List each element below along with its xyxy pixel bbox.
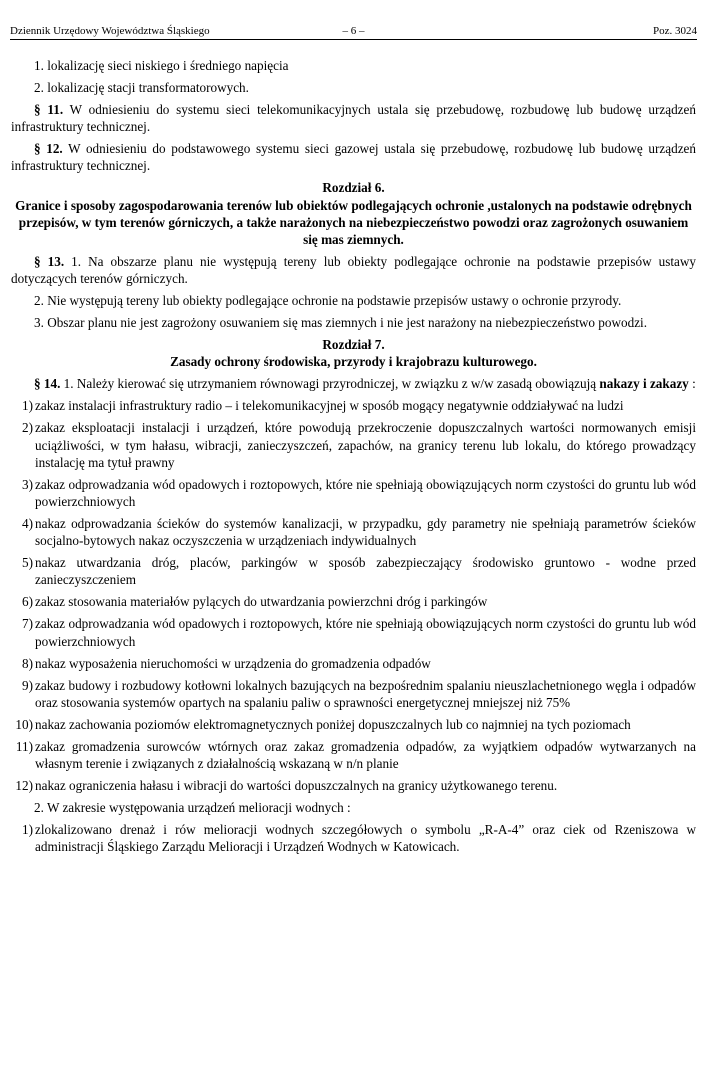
list-item (11, 655, 696, 672)
list-text: zakaz odprowadzania wód opadowych i roztopowych, które nie spełniają obowiązujących norm czystości do gruntu lub wód powierzchniowych (35, 616, 696, 649)
rules-list (11, 397, 696, 794)
intro-item: 1. lokalizację sieci niskiego i średniego napięcia (34, 58, 289, 73)
paragraph-text: 1. Na obszarze planu nie występują tereny lub obiekty podlegające ochronie na podstawie przepisów ustawy dotyczących terenów górniczych. (11, 254, 696, 287)
position-number: Poz. 3024 (653, 25, 697, 37)
list-item (11, 593, 696, 610)
list-number: 2) (22, 420, 33, 436)
list-number: 12) (15, 778, 33, 794)
chapter-6-subtitle: Granice i sposoby zagospodarowania terenów lub obiektów podlegających ochronie ,ustalonych na podstawie odrębnych przepisów, w tym terenów górniczych, a także narażonych na niebezpieczeństwo powodzi oraz zagrożonych osuwaniem się mas ziemnych. (15, 197, 692, 248)
list-number: 3) (22, 476, 33, 492)
list-number: 5) (22, 555, 33, 571)
bold-phrase: nakazy i zakazy (599, 376, 689, 392)
list-text: zakaz eksploatacji instalacji i urządzeń, które powodują przekroczenie dopuszczalnych wartości normowanych emisji uciążliwości, w tym hałasu, wibracji, zanieczyszczeń, zapachów, na granicy terenu lub lokalu, do którego prowadzący instalację ma tytuł prawny (35, 420, 696, 470)
list-number: 7) (22, 616, 33, 632)
list-number: 1) (22, 398, 33, 414)
page-number: – 6 – (342, 25, 365, 37)
list-text: zlokalizowano drenaż i rów melioracji wodnych szczegółowych o symbolu „R-A-4” oraz ciek od Rzeniszowa w administracji Śląskiego Zarządu Melioracji i Urządzeń Wodnych w Katowicach. (35, 822, 696, 855)
paragraph-text: 1. Należy kierować się utrzymaniem równowagi przyrodniczej, w związku z w/w zasadą obowiązują (60, 376, 600, 392)
list-text: zakaz stosowania materiałów pylących do utwardzania powierzchni dróg i parkingów (35, 594, 488, 610)
list-text: nakaz zachowania poziomów elektromagnetycznych poniżej dopuszczalnych lub co najmniej na tych poziomach (35, 716, 631, 732)
list-item (11, 777, 696, 794)
list-text: zakaz gromadzenia surowców wtórnych oraz zakaz gromadzenia odpadów, za wyjątkiem odpadów wytwarzanych na własnym terenie i związanych z działalnością wskazaną w n/n planie (35, 738, 696, 772)
paragraph-number: § 11. (34, 102, 64, 117)
list-number: 4) (22, 516, 33, 532)
list-item (11, 821, 696, 855)
list-text: nakaz wyposażenia nieruchomości w urządzenia do gromadzenia odpadów (35, 655, 431, 671)
list-item (11, 397, 696, 414)
list-text: zakaz instalacji infrastruktury radio – i telekomunikacyjnej w sposób mogący negatywnie oddziaływać na ludzi (35, 398, 624, 414)
paragraph-text: W odniesieniu do podstawowego systemu sieci gazowej ustala się przebudowę, rozbudowę lub budowę urządzeń infrastruktury technicznej. (11, 141, 696, 174)
chapter-7-subtitle: Zasady ochrony środowiska, przyrody i krajobrazu kulturowego. (170, 354, 537, 370)
list-text: zakaz odprowadzania wód opadowych i roztopowych, które nie spełniają obowiązujących norm czystości do gruntu lub wód powierzchniowych (35, 476, 696, 510)
list-item (11, 476, 696, 510)
list-number: 8) (22, 655, 33, 671)
list-number: 1) (22, 822, 33, 838)
list-number: 9) (22, 677, 33, 693)
paragraph-14 (11, 375, 696, 392)
page-header (10, 24, 697, 40)
paragraph-text: W odniesieniu do systemu sieci telekomunikacyjnych ustala się przebudowę, rozbudowę lub budowę urządzeń infrastruktury technicznej. (11, 102, 696, 135)
list-item (11, 738, 696, 772)
list-item (11, 716, 696, 733)
chapter-7-title: Rozdział 7. (322, 337, 385, 353)
paragraph-number: § 12. (34, 141, 63, 157)
paragraph-11 (11, 101, 696, 135)
list-item (11, 419, 696, 471)
list-item (11, 554, 696, 588)
paragraph-14-item-2: 2. W zakresie występowania urządzeń melioracji wodnych : (34, 800, 351, 816)
list-text: nakaz odprowadzania ścieków do systemów kanalizacji, w przypadku, gdy parametry nie spełniają parametrów ścieków socjalno-bytowych nakaz oczyszczenia w urządzeniach indywidualnych (35, 516, 696, 549)
paragraph-number: § 14. (34, 376, 61, 392)
list-text: nakaz utwardzania dróg, placów, parkingów w sposób zabezpieczający środowisko gruntowo - wodne przed zanieczyszczeniem (35, 555, 696, 588)
list-number: 6) (22, 594, 33, 610)
intro-item: 2. lokalizację stacji transformatorowych. (34, 80, 249, 95)
document-body (11, 57, 696, 860)
paragraph-12 (11, 140, 696, 174)
list-item (11, 515, 696, 549)
paragraph-13-item: 2. Nie występują tereny lub obiekty podlegające ochronie na podstawie przepisów ustawy o ochronie przyrody. (34, 293, 622, 309)
journal-title: Dziennik Urzędowy Województwa Śląskiego (10, 25, 210, 37)
list-item (11, 677, 696, 711)
list-number: 10) (15, 716, 33, 732)
list-text: zakaz budowy i rozbudowy kotłowni lokalnych bazujących na bezpośrednim spalaniu nieuszlachetnionego węgla i odpadów oraz stosowania systemów opartych na spalaniu paliw o sprawności energetycznej mniejszej niż 75% (35, 677, 696, 710)
melioration-list (11, 821, 696, 855)
paragraph-13 (11, 253, 696, 287)
list-text: nakaz ograniczenia hałasu i wibracji do wartości dopuszczalnych na granicy użytkowanego terenu. (35, 778, 558, 794)
chapter-6-title: Rozdział 6. (322, 180, 385, 196)
paragraph-number: § 13. (34, 254, 65, 270)
paragraph-text-end: : (688, 376, 696, 392)
list-item (11, 615, 696, 649)
paragraph-13-item: 3. Obszar planu nie jest zagrożony osuwaniem się mas ziemnych i nie jest narażony na niebezpieczeństwo powodzi. (34, 315, 648, 331)
list-number: 11) (15, 738, 33, 754)
